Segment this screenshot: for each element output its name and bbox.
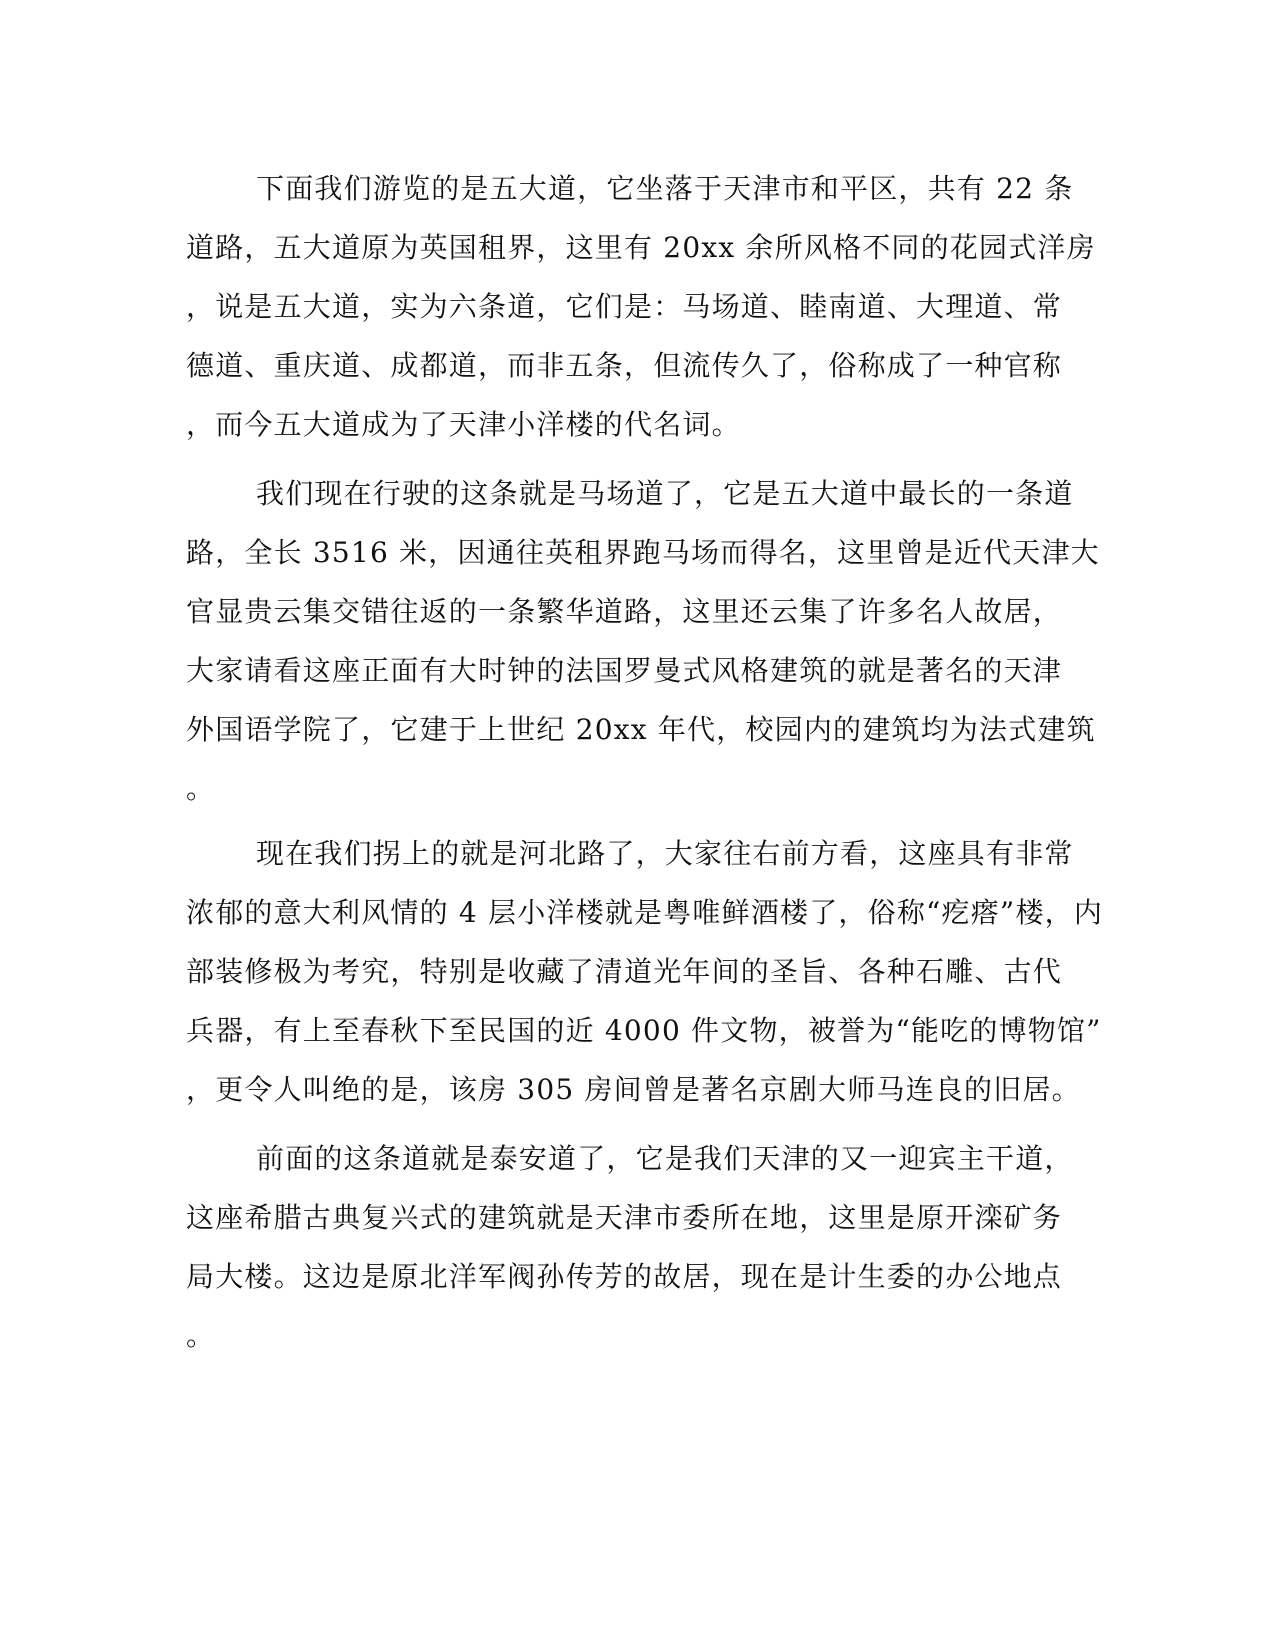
paragraph-hebeilu [186,824,1104,1119]
text-line: 前面的这条道就是泰安道了，它是我们天津的又一迎宾主干道， [256,1142,1074,1175]
text-line: 下面我们游览的是五大道，它坐落于天津市和平区，共有 22 条 [256,172,1074,205]
text-line: 。 [186,1319,216,1352]
text-line: 外国语学院了，它建于上世纪 20xx 年代，校园内的建筑均为法式建筑 [186,713,1096,746]
text-line: 这座希腊古典复兴式的建筑就是天津市委所在地，这里是原开滦矿务 [186,1201,1063,1234]
text-line: 浓郁的意大利风情的 4 层小洋楼就是粤唯鲜酒楼了，俗称“疙瘩”楼，内 [186,896,1104,929]
paragraph-taiandao [186,1129,1086,1365]
text-line: 德道、重庆道、成都道，而非五条，但流传久了，俗称成了一种官称 [186,349,1063,382]
text-line: 大家请看这座正面有大时钟的法国罗曼式风格建筑的就是著名的天津 [186,654,1063,687]
text-line: 我们现在行驶的这条就是马场道了，它是五大道中最长的一条道 [256,477,1074,510]
text-line: 现在我们拐上的就是河北路了，大家往右前方看，这座具有非常 [256,837,1074,870]
text-line: 官显贵云集交错往返的一条繁华道路，这里还云集了许多名人故居， [186,595,1063,628]
text-line: 兵器，有上至春秋下至民国的近 4000 件文物，被誉为“能吃的博物馆” [186,1014,1102,1047]
text-line: ，说是五大道，实为六条道，它们是：马场道、睦南道、大理道、常 [186,290,1063,323]
text-line: 。 [186,772,216,805]
text-line: ，而今五大道成为了天津小洋楼的代名词。 [186,408,741,441]
text-line: ，更令人叫绝的是，该房 305 房间曾是著名京剧大师马连良的旧居。 [186,1073,1081,1106]
text-line: 部装修极为考究，特别是收藏了清道光年间的圣旨、各种石雕、古代 [186,955,1063,988]
paragraph-wudadao-intro [186,159,1096,454]
text-line: 局大楼。这边是原北洋军阀孙传芳的故居，现在是计生委的办公地点 [186,1260,1063,1293]
paragraph-machangdao [186,464,1100,818]
text-line: 路，全长 3516 米，因通往英租界跑马场而得名，这里曾是近代天津大 [186,536,1100,569]
text-line: 道路，五大道原为英国租界，这里有 20xx 余所风格不同的花园式洋房 [186,231,1096,264]
